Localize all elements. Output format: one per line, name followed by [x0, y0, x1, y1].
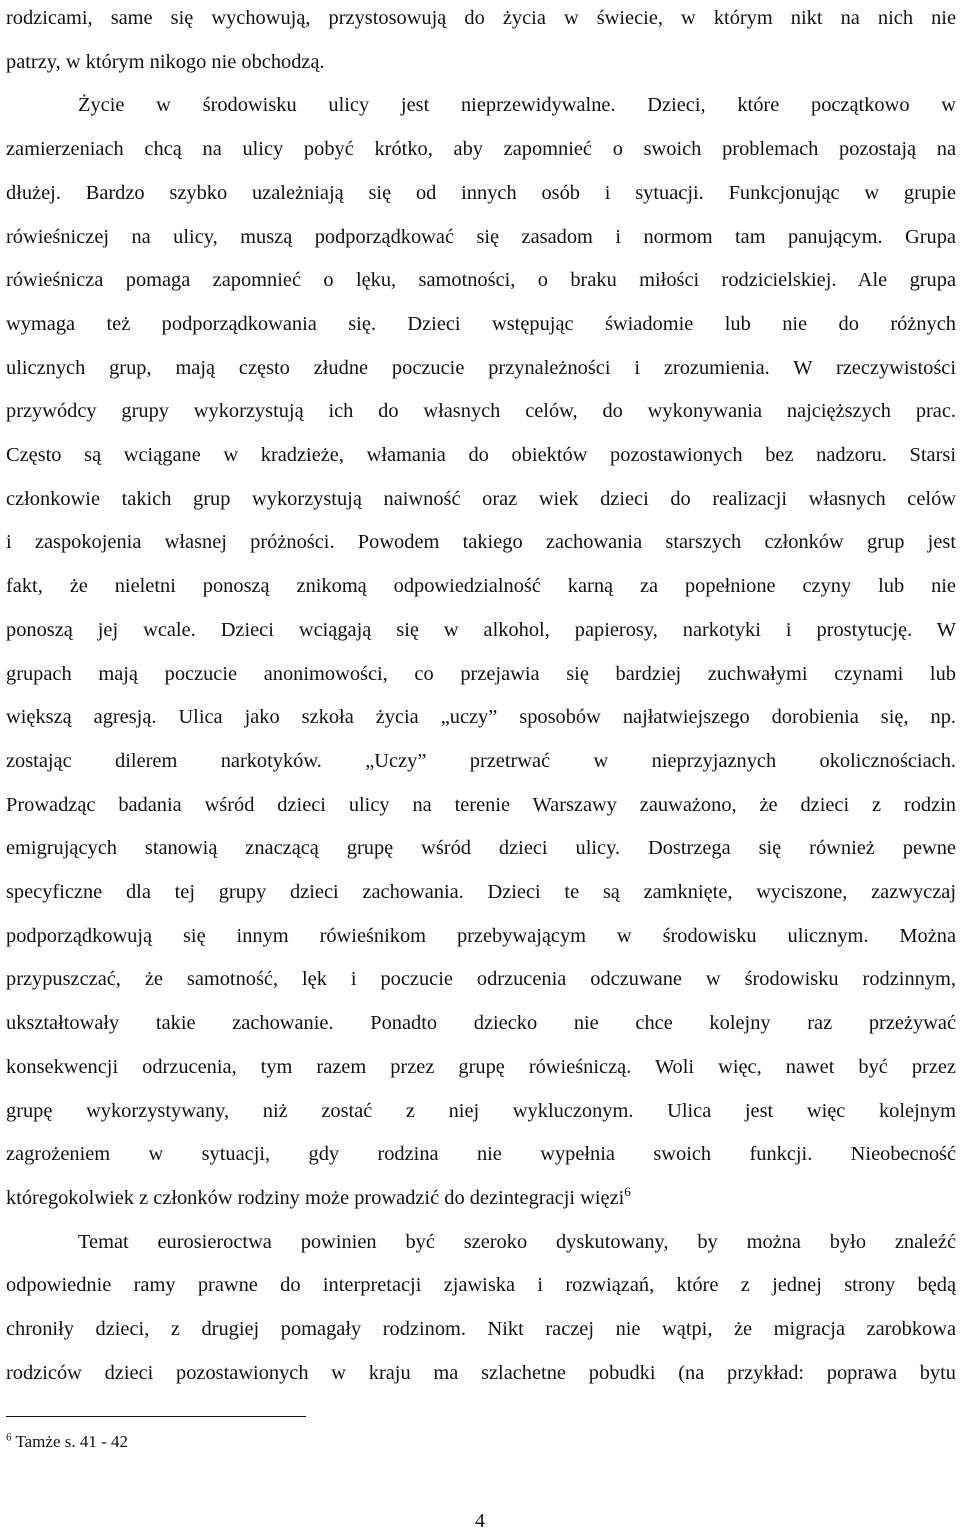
text-line: rodzicami, same się wychowują, przystosowują do życia w świecie, w którym nikt na nich nie: [6, 7, 956, 29]
text-line: dłużej. Bardzo szybko uzależniają się od innych osób i sytuacji. Funkcjonując w grupie: [6, 181, 956, 204]
text-line: Często są wciągane w kradzieże, włamania do obiektów pozostawionych bez nadzoru. Starsi: [6, 444, 956, 467]
body-text: [6, 0, 956, 1396]
footnote-number: 6: [6, 1431, 12, 1444]
text-line: Temat eurosieroctwa powinien być szeroko dyskutowany, by można było znaleźć: [78, 1230, 956, 1253]
text-line: grupę wykorzystywany, niż zostać z niej wykluczonym. Ulica jest więc kolejnym: [6, 1099, 956, 1122]
document-page: [6, 0, 956, 1396]
text-line: zamierzeniach chcą na ulicy pobyć krótko, aby zapomnieć o swoich problemach pozostają na: [6, 138, 956, 161]
text-line: i zaspokojenia własnej próżności. Powodem takiego zachowania starszych członków grup jest: [6, 531, 956, 554]
footnote-reference: 6: [624, 1184, 631, 1200]
text-line: przywódcy grupy wykorzystują ich do własnych celów, do wykonywania najcięższych prac.: [6, 400, 956, 423]
text-line: ponoszą jej wcale. Dzieci wciągają się w alkohol, papierosy, narkotyki i prostytucję. W: [6, 618, 956, 641]
text-line: Prowadząc badania wśród dzieci ulicy na terenie Warszawy zauważono, że dzieci z rodzin: [6, 793, 956, 816]
page-number: 4: [475, 1510, 485, 1532]
text-line: rówieśniczej na ulicy, muszą podporządkować się zasadom i normom tam panującym. Grupa: [6, 225, 956, 248]
text-line: patrzy, w którym nikogo nie obchodzą.: [6, 50, 325, 73]
text-line: większą agresją. Ulica jako szkoła życia „uczy” sposobów najłatwiejszego dorobienia się, np.: [6, 706, 956, 729]
text-line: podporządkowują się innym rówieśnikom przebywającym w środowisku ulicznym. Można: [6, 924, 956, 947]
text-line: [6, 1177, 956, 1221]
text-line: wymaga też podporządkowania się. Dzieci wstępując świadomie lub nie do różnych: [6, 312, 956, 335]
text-line: zostając dilerem narkotyków. „Uczy” przetrwać w nieprzyjaznych okolicznościach.: [6, 749, 956, 772]
text-line: ulicznych grup, mają często złudne poczucie przynależności i zrozumienia. W rzeczywistości: [6, 356, 956, 379]
text-line: emigrujących stanowią znaczącą grupę wśród dzieci ulicy. Dostrzega się również pewne: [6, 837, 956, 860]
text-line-content: któregokolwiek z członków rodziny może prowadzić do dezintegracji więzi: [6, 1186, 625, 1209]
footnote-separator: [6, 1416, 306, 1417]
footnote-text: Tamże s. 41 - 42: [11, 1432, 129, 1451]
text-line: chroniły dzieci, z drugiej pomagały rodzinom. Nikt raczej nie wątpi, że migracja zarobkowa: [6, 1318, 956, 1341]
text-line: członkowie takich grup wykorzystują naiwność oraz wiek dzieci do realizacji własnych celów: [6, 487, 956, 510]
text-line: rówieśnicza pomaga zapomnieć o lęku, samotności, o braku miłości rodzicielskiej. Ale grupa: [6, 269, 956, 292]
footnote: [6, 1430, 128, 1454]
text-line: fakt, że nieletni ponoszą znikomą odpowiedzialność karną za popełnione czyny lub nie: [6, 575, 956, 598]
text-line: Życie w środowisku ulicy jest nieprzewidywalne. Dzieci, które początkowo w: [78, 94, 956, 117]
text-line: konsekwencji odrzucenia, tym razem przez grupę rówieśniczą. Woli więc, nawet być przez: [6, 1055, 956, 1078]
text-line: specyficzne dla tej grupy dzieci zachowania. Dzieci te są zamknięte, wyciszone, zazwyczaj: [6, 881, 956, 904]
text-line: przypuszczać, że samotność, lęk i poczucie odrzucenia odczuwane w środowisku rodzinnym,: [6, 968, 956, 991]
text-line: zagrożeniem w sytuacji, gdy rodzina nie wypełnia swoich funkcji. Nieobecność: [6, 1143, 956, 1166]
text-line: rodziców dzieci pozostawionych w kraju ma szlachetne pobudki (na przykład: poprawa bytu: [6, 1361, 956, 1384]
text-line: odpowiednie ramy prawne do interpretacji zjawiska i rozwiązań, które z jednej strony będą: [6, 1274, 956, 1297]
text-line: grupach mają poczucie anonimowości, co przejawia się bardziej zuchwałymi czynami lub: [6, 662, 956, 685]
text-line: ukształtowały takie zachowanie. Ponadto dziecko nie chce kolejny raz przeżywać: [6, 1012, 956, 1035]
